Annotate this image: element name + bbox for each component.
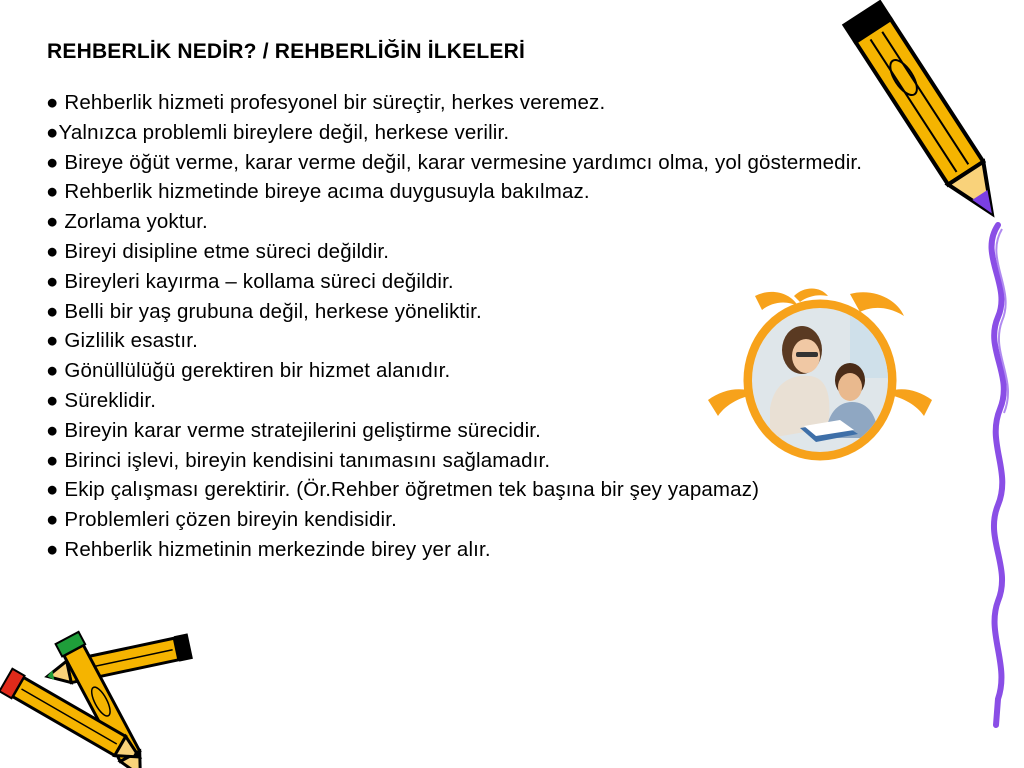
bullet-item: ● Birinci işlevi, bireyin kendisini tanımasını sağlamadır. bbox=[46, 448, 551, 472]
bullet-item: ● Bireye öğüt verme, karar verme değil, karar vermesine yardımcı olma, yol göstermedir. bbox=[46, 150, 863, 174]
bullet-item: ● Rehberlik hizmetinde bireye acıma duygusuyla bakılmaz. bbox=[46, 180, 590, 204]
squiggle-ribbon bbox=[968, 225, 1024, 725]
bullet-item: ● Gönüllülüğü gerektiren bir hizmet alanıdır. bbox=[46, 359, 451, 383]
bullet-item: ● Bireyleri kayırma – kollama süreci değildir. bbox=[46, 269, 454, 293]
slide-title: REHBERLİK NEDİR? / REHBERLİĞİN İLKELERİ bbox=[47, 40, 525, 63]
bullet-item: ● Rehberlik hizmeti profesyonel bir süreçtir, herkes veremez. bbox=[46, 91, 606, 114]
bullet-item: ● Zorlama yoktur. bbox=[46, 210, 208, 234]
bullet-item: ● Gizlilik esastır. bbox=[46, 329, 198, 353]
teacher-student-photo bbox=[700, 288, 940, 463]
bullet-item: ● Rehberlik hizmetinin merkezinde birey yer alır. bbox=[46, 537, 491, 561]
bullet-item: ● Süreklidir. bbox=[46, 388, 157, 412]
bullet-item: ● Ekip çalışması gerektirir. (Ör.Rehber öğretmen tek başına bir şey yapamaz) bbox=[46, 478, 760, 502]
bullet-item: ●Yalnızca problemli bireylere değil, herkese verilir. bbox=[46, 120, 510, 144]
pencil-icon bbox=[850, 0, 1024, 250]
bullet-item: ● Problemleri çözen bireyin kendisidir. bbox=[46, 508, 397, 532]
bullet-item: ● Bireyi disipline etme süreci değildir. bbox=[46, 239, 390, 263]
pencils-icon bbox=[0, 622, 205, 762]
bullet-item: ● Belli bir yaş grubuna değil, herkese yöneliktir. bbox=[46, 299, 482, 323]
bullet-item: ● Bireyin karar verme stratejilerini geliştirme sürecidir. bbox=[46, 418, 541, 442]
